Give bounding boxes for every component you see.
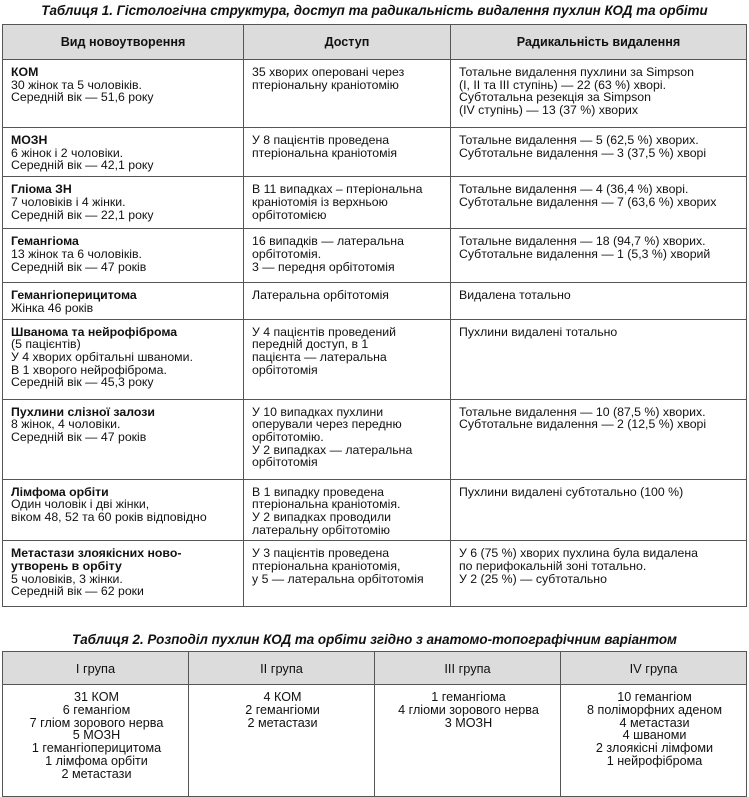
access-line: оперували через передню (252, 417, 402, 432)
table2-header-group-1: I група (3, 652, 189, 685)
access-line: Латеральна орбітотомія (252, 288, 389, 303)
table1-header-access: Доступ (244, 25, 451, 60)
radicality-line: Субтотальне видалення — 1 (5,3 %) хворий (459, 246, 711, 261)
access-line: передній доступ, в 1 (252, 337, 369, 352)
tumor-type-cell (3, 541, 244, 607)
access-cell (244, 541, 451, 607)
tumor-type-name: Гемангіоперицитома (11, 288, 137, 303)
tumor-type-cell (3, 128, 244, 177)
tumor-type-name: утворень в орбіту (11, 559, 122, 574)
group-item: 8 поліморфних аденом (587, 702, 722, 717)
tumor-type-detail: (5 пацієнтів) (11, 337, 81, 352)
access-line: у 5 — латеральна орбітотомія (252, 571, 424, 586)
radicality-line: Тотальне видалення — 18 (94,7 %) хворих. (459, 234, 706, 249)
tumor-type-detail: Середній вік — 51,6 року (11, 90, 154, 105)
tumor-type-detail: віком 48, 52 та 60 років відповідно (11, 509, 207, 524)
access-line: пацієнта — латеральна (252, 349, 387, 364)
table2 (2, 651, 747, 797)
tumor-type-detail: 7 чоловіків і 4 жінки. (11, 194, 126, 209)
tumor-type-cell (3, 283, 244, 319)
access-cell (244, 177, 451, 229)
radicality-cell (451, 177, 747, 229)
access-line: В 1 випадку проведена (252, 484, 384, 499)
access-line: У 3 пацієнтів проведена (252, 546, 390, 561)
radicality-line: У 2 (25 %) — субтотально (459, 571, 607, 586)
access-line: птеріональна краніотомія (252, 145, 397, 160)
tumor-type-name: Метастази злоякісних ново- (11, 546, 182, 561)
radicality-cell (451, 283, 747, 319)
table-row (3, 283, 747, 319)
radicality-cell (451, 399, 747, 479)
group-item: 2 гемангіоми (245, 702, 320, 717)
group-item: 5 МОЗН (72, 728, 121, 743)
table-row (3, 319, 747, 399)
group-item: 2 метастази (61, 766, 132, 781)
access-line: 16 випадків — латеральна (252, 234, 404, 249)
table-row (3, 229, 747, 283)
table-row (3, 60, 747, 128)
table-row (3, 541, 747, 607)
access-cell (244, 399, 451, 479)
table1-header-radical: Радикальність видалення (451, 25, 747, 60)
radicality-line: Пухлини видалені тотально (459, 324, 618, 339)
tumor-type-detail: 13 жінок та 6 чоловіків. (11, 246, 142, 261)
group-item: 2 злоякісні лімфоми (595, 741, 714, 756)
tumor-type-detail: Середній вік — 47 років (11, 429, 147, 444)
group-3-cell (375, 685, 561, 797)
access-line: орбітотомія (252, 362, 318, 377)
table-row (3, 177, 747, 229)
tumor-type-detail: Середній вік — 45,3 року (11, 375, 154, 390)
group-item: 1 гемангіома (431, 690, 506, 704)
tumor-type-detail: 6 жінок і 2 чоловіки. (11, 145, 124, 160)
table2-header-row (3, 652, 747, 685)
access-line: орбітотомію. (252, 429, 324, 444)
group-item: 4 метастази (619, 715, 690, 730)
access-cell (244, 128, 451, 177)
radicality-line: Тотальне видалення пухлини за Simpson (459, 65, 694, 79)
radicality-cell (451, 319, 747, 399)
tumor-type-name: Пухлини слізної залози (11, 404, 155, 419)
access-line: У 4 пацієнтів проведений (252, 324, 396, 339)
tumor-type-detail: Середній вік — 62 роки (11, 584, 144, 599)
radicality-line: Видалена тотально (459, 288, 571, 303)
access-line: У 10 випадках пухлини (252, 404, 384, 419)
access-cell (244, 60, 451, 128)
tumor-type-detail: Середній вік — 42,1 року (11, 158, 154, 173)
group-item: 1 нейрофіброма (606, 753, 703, 768)
table1-caption: Таблиця 1. Гістологічна структура, доступ та радикальність видалення пухлин КОД та орбіти (41, 3, 708, 18)
access-cell (244, 283, 451, 319)
group-item: 3 МОЗН (444, 715, 493, 730)
table2-header-group-3: III група (375, 652, 561, 685)
table2-row (3, 685, 747, 797)
access-cell (244, 229, 451, 283)
tumor-type-cell (3, 60, 244, 128)
access-line: В 11 випадках – птеріональна (252, 182, 423, 197)
table2-caption: Таблиця 2. Розподіл пухлин КОД та орбіти згідно з анатомо-топографічним варіантом (72, 632, 677, 647)
access-line: птеріональну краніотомію (252, 77, 399, 92)
radicality-line: по перифокальній зоні тотально. (459, 559, 647, 574)
radicality-cell (451, 479, 747, 541)
group-item: 4 КОМ (263, 690, 302, 704)
tumor-type-detail: 30 жінок та 5 чоловіків. (11, 77, 142, 92)
table2-header-group-4: IV група (561, 652, 747, 685)
group-item: 4 шваноми (622, 728, 687, 743)
table2-header-group-2: II група (189, 652, 375, 685)
radicality-cell (451, 229, 747, 283)
group-item: 1 гемангіоперицитома (31, 741, 162, 756)
tumor-type-detail: У 4 хворих орбітальні шваноми. (11, 349, 193, 364)
tumor-type-detail: 5 чоловіків, 3 жінки. (11, 571, 123, 586)
tumor-type-detail: В 1 хворого нейрофіброма. (11, 362, 167, 377)
tumor-type-name: КОМ (11, 65, 39, 79)
tumor-type-cell (3, 479, 244, 541)
access-line: У 2 випадках — латеральна (252, 442, 413, 457)
tumor-type-detail: Середній вік — 22,1 року (11, 207, 154, 222)
group-2-cell (189, 685, 375, 797)
tumor-type-cell (3, 399, 244, 479)
access-line: 35 хворих оперовані через (252, 65, 405, 79)
radicality-line: Пухлини видалені субтотально (100 %) (459, 484, 684, 499)
access-cell (244, 479, 451, 541)
radicality-cell (451, 541, 747, 607)
tumor-type-name: Гліома ЗН (11, 182, 72, 197)
access-line: птеріональна краніотомія. (252, 497, 401, 512)
access-line: краніотомія із верхньою (252, 194, 388, 209)
tumor-type-detail: Один чоловік і дві жінки, (11, 497, 150, 512)
table1-header-type: Вид новоутворення (3, 25, 244, 60)
radicality-line: Субтотальне видалення — 2 (12,5 %) хворі (459, 417, 707, 432)
access-line: латеральну орбітотомію (252, 522, 390, 537)
radicality-cell (451, 60, 747, 128)
table1 (2, 24, 747, 607)
access-line: 3 — передня орбітотомія (252, 259, 395, 274)
access-line: птеріональна краніотомія, (252, 559, 401, 574)
group-1-cell (3, 685, 189, 797)
tumor-type-cell (3, 177, 244, 229)
tumor-type-cell (3, 319, 244, 399)
radicality-line: (IV ступінь) — 13 (37 %) хворих (459, 103, 638, 118)
radicality-line: У 6 (75 %) хворих пухлина була видалена (459, 546, 698, 561)
table-row (3, 399, 747, 479)
tumor-type-name: Гемангіома (11, 234, 79, 249)
tumor-type-cell (3, 229, 244, 283)
group-item: 1 лімфома орбіти (45, 753, 148, 768)
radicality-line: (I, II та III ступінь) — 22 (63 %) хворі. (459, 77, 666, 92)
radicality-line: Субтотальна резекція за Simpson (459, 90, 651, 105)
radicality-line: Субтотальне видалення — 3 (37,5 %) хворі (459, 145, 707, 160)
access-line: орбітотомією (252, 207, 327, 222)
radicality-cell (451, 128, 747, 177)
radicality-line: Тотальне видалення — 5 (62,5 %) хворих. (459, 133, 699, 147)
tumor-type-name: Лімфома орбіти (11, 484, 109, 499)
access-line: орбітотомія. (252, 246, 322, 261)
radicality-line: Тотальне видалення — 10 (87,5 %) хворих. (459, 404, 706, 419)
access-line: У 8 пацієнтів проведена (252, 133, 390, 147)
table1-header-row (3, 25, 747, 60)
tumor-type-detail: 8 жінок, 4 чоловіки. (11, 417, 121, 432)
tumor-type-detail: Середній вік — 47 років (11, 259, 147, 274)
access-line: орбітотомія (252, 455, 318, 470)
table1-body (3, 60, 747, 607)
radicality-line: Тотальне видалення — 4 (36,4 %) хворі. (459, 182, 689, 197)
table-row (3, 128, 747, 177)
tumor-type-name: МОЗН (11, 133, 48, 147)
access-line: У 2 випадках проводили (252, 509, 392, 524)
access-cell (244, 319, 451, 399)
radicality-line: Субтотальне видалення — 7 (63,6 %) хворих (459, 194, 717, 209)
table-row (3, 479, 747, 541)
group-item: 4 гліоми зорового нерва (398, 702, 539, 717)
group-item: 7 гліом зорового нерва (29, 715, 164, 730)
group-4-cell (561, 685, 747, 797)
tumor-type-detail: Жінка 46 років (11, 300, 94, 315)
tumor-type-name: Шванома та нейрофіброма (11, 324, 178, 339)
group-item: 6 гемангіом (62, 702, 131, 717)
group-item: 31 КОМ (74, 690, 119, 704)
group-item: 10 гемангіом (617, 690, 692, 704)
group-item: 2 метастази (247, 715, 318, 730)
